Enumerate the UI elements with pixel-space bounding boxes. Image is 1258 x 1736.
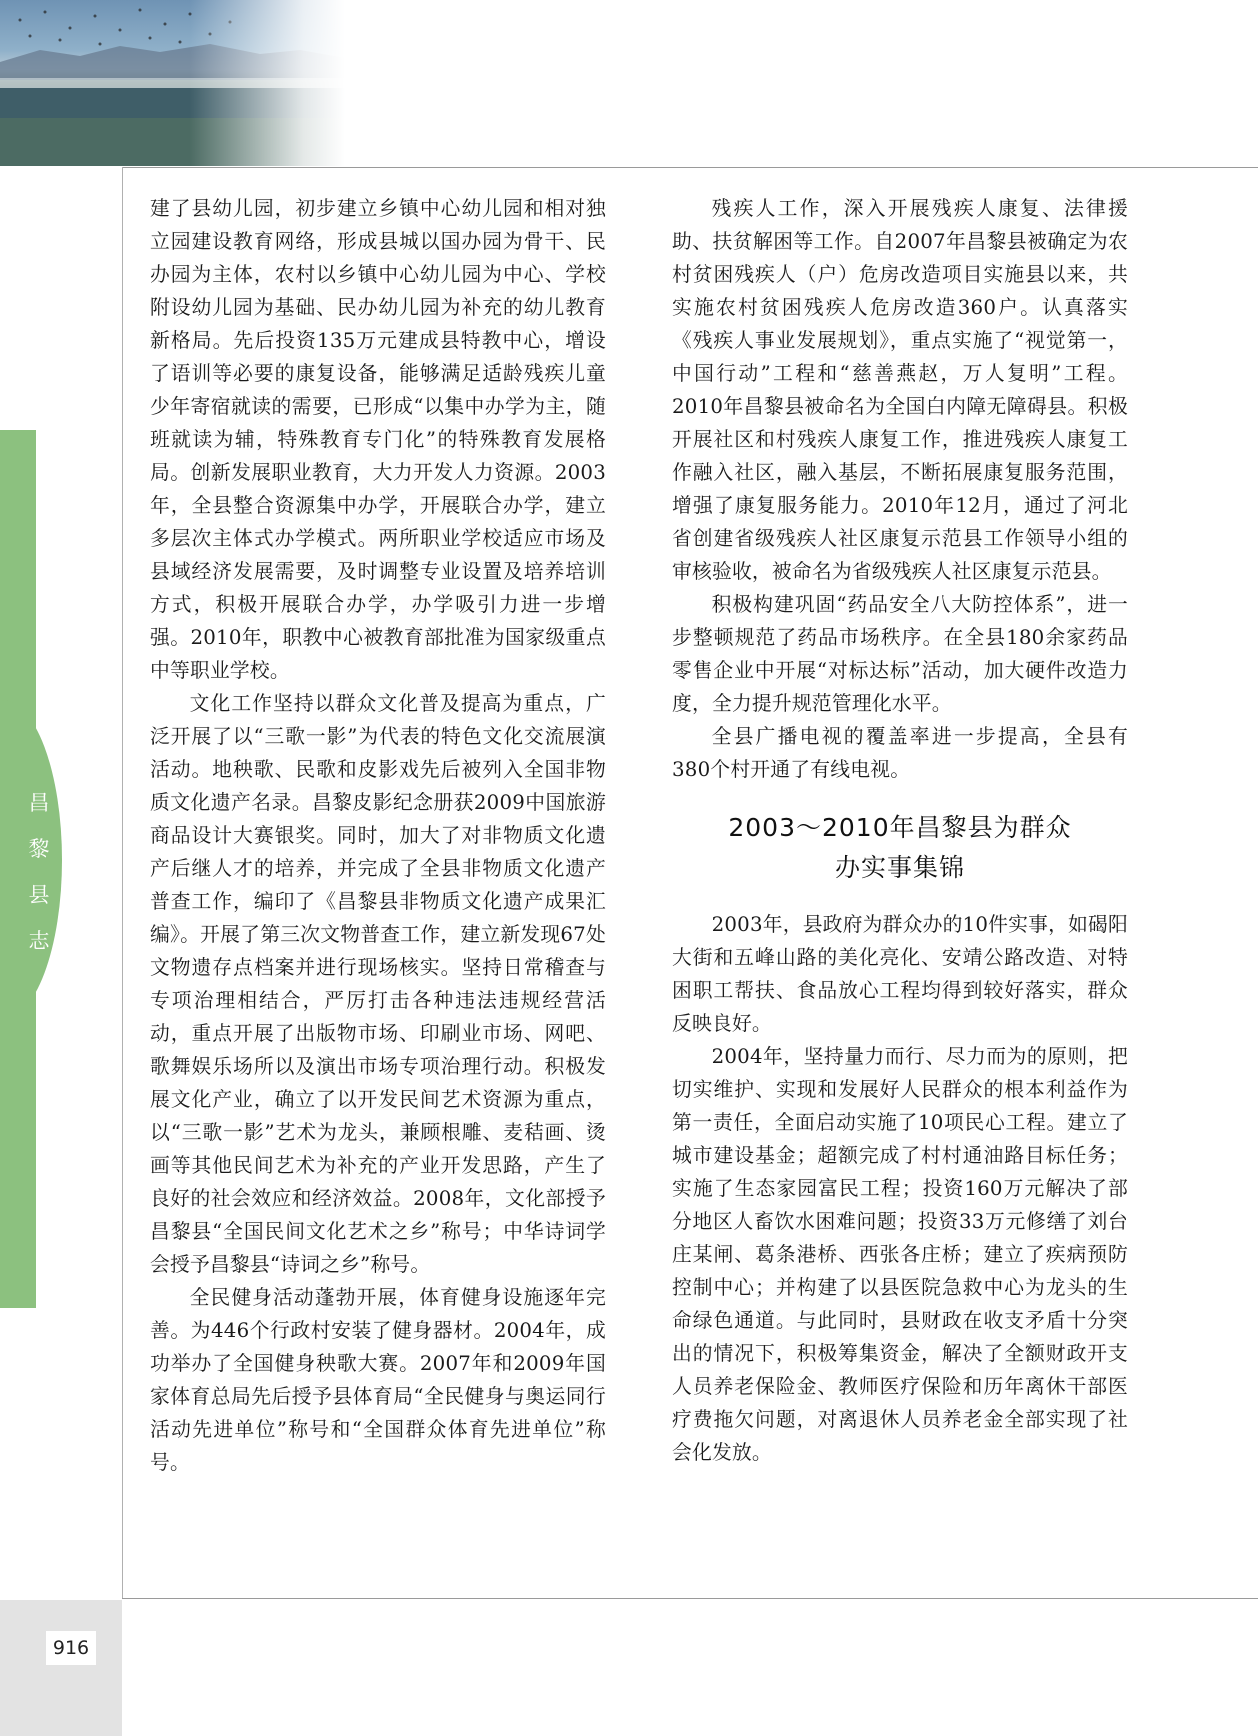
body-paragraph: 全县广播电视的覆盖率进一步提高，全县有380个村开通了有线电视。 bbox=[672, 725, 1128, 781]
section-heading-line: 办实事集锦 bbox=[834, 853, 965, 882]
sidebar-title-char: 志 bbox=[28, 929, 50, 953]
footer-rule bbox=[122, 1598, 1258, 1599]
left-text-column bbox=[150, 192, 606, 1479]
page-number: 916 bbox=[46, 1631, 96, 1665]
right-text-column bbox=[672, 192, 1128, 1469]
sidebar-title-char: 黎 bbox=[28, 837, 50, 861]
sidebar-title-char: 县 bbox=[28, 883, 50, 907]
body-paragraph: 残疾人工作，深入开展残疾人康复、法律援助、扶贫解困等工作。自2007年昌黎县被确定为农村贫困残疾人（户）危房改造项目实施县以来，共实施农村贫困残疾人危房改造360户。认真落实《残疾人事业发展规划》，重点实施了“视觉第一，中国行动”工程和“慈善燕赵，万人复明”工程。2010年昌黎县被命名为全国白内障无障碍县。积极开展社区和村残疾人康复工作，推进残疾人康复工作融入社区，融入基层，不断拓展康复服务范围，增强了康复服务能力。2010年12月，通过了河北省创建省级残疾人社区康复示范县工作领导小组的审核验收，被命名为省级残疾人社区康复示范县。 bbox=[672, 197, 1128, 583]
header-rule bbox=[122, 167, 1258, 168]
header-landscape-photo bbox=[0, 0, 345, 166]
body-paragraph: 全民健身活动蓬勃开展，体育健身设施逐年完善。为446个行政村安装了健身器材。2004年，成功举办了全国健身秧歌大赛。2007年和2009年国家体育总局先后授予县体育局“全民健身与奥运同行活动先进单位”称号和“全国群众体育先进单位”称号。 bbox=[150, 1286, 606, 1474]
body-paragraph: 建了县幼儿园，初步建立乡镇中心幼儿园和相对独立园建设教育网络，形成县城以国办园为骨干、民办园为主体，农村以乡镇中心幼儿园为中心、学校附设幼儿园为基础、民办幼儿园为补充的幼儿教育新格局。先后投资135万元建成县特教中心，增设了语训等必要的康复设备，能够满足适龄残疾儿童少年寄宿就读的需要，已形成“以集中办学为主，随班就读为辅，特殊教育专门化”的特殊教育发展格局。创新发展职业教育，大力开发人力资源。2003年，全县整合资源集中办学，开展联合办学，建立多层次主体式办学模式。两所职业学校适应市场及县域经济发展需要，及时调整专业设置及培养培训方式，积极开展联合办学，办学吸引力进一步增强。2010年，职教中心被教育部批准为国家级重点中等职业学校。 bbox=[150, 197, 606, 682]
sidebar-book-title bbox=[22, 780, 56, 964]
footer-band bbox=[0, 1600, 122, 1736]
section-heading bbox=[672, 808, 1128, 888]
body-paragraph: 文化工作坚持以群众文化普及提高为重点，广泛开展了以“三歌一影”为代表的特色文化交流展演活动。地秧歌、民歌和皮影戏先后被列入全国非物质文化遗产名录。昌黎皮影纪念册获2009中国旅游商品设计大赛银奖。同时，加大了对非物质文化遗产后继人才的培养，并完成了全县非物质文化遗产普查工作，编印了《昌黎县非物质文化遗产成果汇编》。开展了第三次文物普查工作，建立新发现67处文物遗存点档案并进行现场核实。坚持日常稽查与专项治理相结合，严厉打击各种违法违规经营活动，重点开展了出版物市场、印刷业市场、网吧、歌舞娱乐场所以及演出市场专项治理行动。积极发展文化产业，确立了以开发民间艺术资源为重点，以“三歌一影”艺术为龙头，兼顾根雕、麦秸画、烫画等其他民间艺术为补充的产业开发思路，产生了良好的社会效应和经济效益。2008年，文化部授予昌黎县“全国民间文化艺术之乡”称号；中华诗词学会授予昌黎县“诗词之乡”称号。 bbox=[150, 692, 606, 1276]
body-paragraph: 2003年，县政府为群众办的10件实事，如碣阳大街和五峰山路的美化亮化、安靖公路改造、对特困职工帮扶、食品放心工程均得到较好落实，群众反映良好。 bbox=[672, 913, 1128, 1035]
margin-rule bbox=[122, 167, 123, 1599]
body-paragraph: 2004年，坚持量力而行、尽力而为的原则，把切实维护、实现和发展好人民群众的根本利益作为第一责任，全面启动实施了10项民心工程。建立了城市建设基金；超额完成了村村通油路目标任务；实施了生态家园富民工程；投资160万元解决了部分地区人畜饮水困难问题；投资33万元修缮了刘台庄某闸、葛条港桥、西张各庄桥；建立了疾病预防控制中心；并构建了以县医院急救中心为龙头的生命绿色通道。与此同时，县财政在收支矛盾十分突出的情况下，积极筹集资金，解决了全额财政开支人员养老保险金、教师医疗保险和历年离休干部医疗费拖欠问题，对离退休人员养老金全部实现了社会化发放。 bbox=[672, 1045, 1128, 1464]
section-heading-line: 2003～2010年昌黎县为群众 bbox=[728, 813, 1072, 842]
sidebar-title-char: 昌 bbox=[28, 791, 50, 815]
body-paragraph: 积极构建巩固“药品安全八大防控体系”，进一步整顿规范了药品市场秩序。在全县180余家药品零售企业中开展“对标达标”活动，加大硬件改造力度，全力提升规范管理化水平。 bbox=[672, 593, 1128, 715]
